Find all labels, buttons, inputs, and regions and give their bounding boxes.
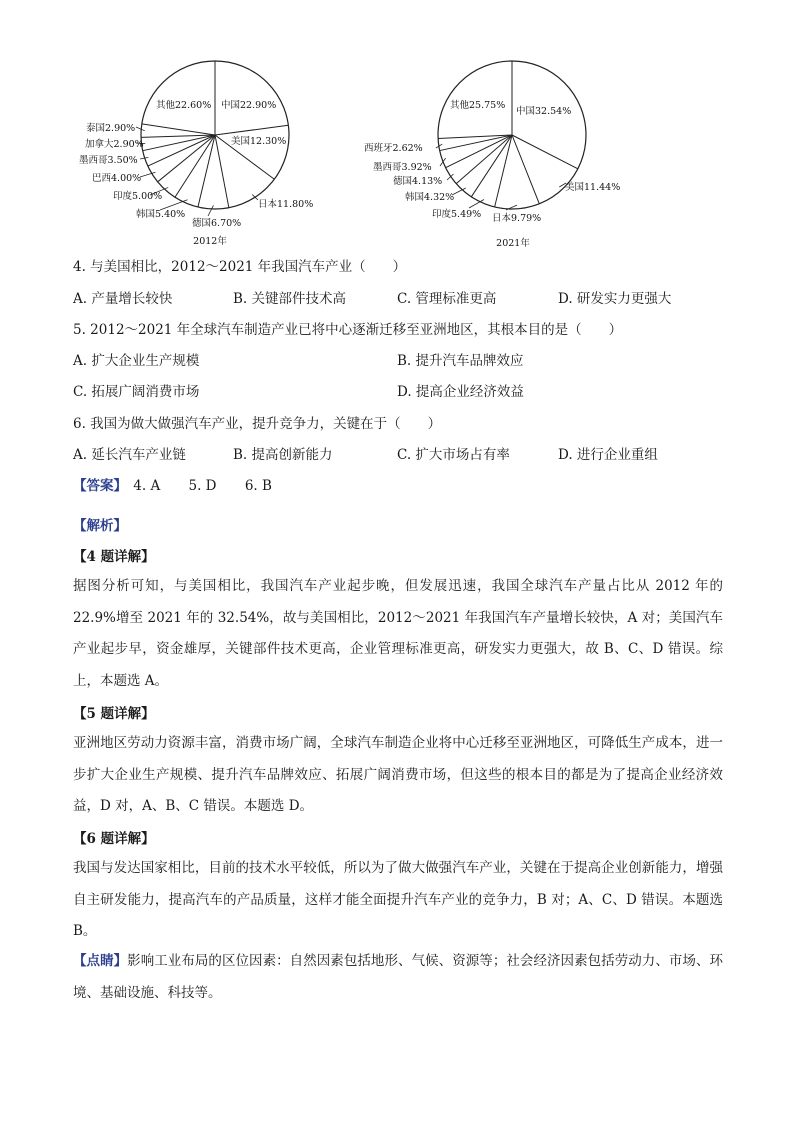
answer-4: 4. A xyxy=(133,478,161,494)
pie-slice-divider xyxy=(440,135,512,151)
q4-option-b: B. 关键部件技术高 xyxy=(233,291,347,307)
pie-slice-label: 印度5.00% xyxy=(113,191,163,202)
q4-option-a: A. 产量增长较快 xyxy=(73,291,173,307)
point-block xyxy=(73,946,723,1009)
pie-slice-label: 墨西哥3.50% xyxy=(79,155,138,166)
pie-slice-divider xyxy=(215,125,288,135)
q5-detail-text: 亚洲地区劳动力资源丰富，消费市场广阔，全球汽车制造企业将中心迁移至亚洲地区，可降低生产成本，进一步扩大企业生产规模、提升汽车品牌效应、拓展广阔消费市场，但这些的根本目的都是为了提高企业经济效益，D 对，A、B、C 错误。本题选 D。 xyxy=(73,735,723,814)
pie-chart-2021 xyxy=(364,61,620,249)
pie-slice-label: 其他25.75% xyxy=(450,100,506,111)
answer-line xyxy=(73,474,274,494)
q6-option-c: C. 扩大市场占有率 xyxy=(397,447,510,463)
q4-stem: 4. 与美国相比，2012～2021 年我国汽车产业（ ） xyxy=(73,259,407,275)
answer-6: 6. B xyxy=(244,478,272,494)
pie-slice-label: 中国22.90% xyxy=(221,100,277,111)
q6-detail-heading: 【6 题详解】 xyxy=(73,831,155,847)
pie-slice-divider xyxy=(456,135,512,184)
q4-detail-text: 据图分析可知，与美国相比，我国汽车产业起步晚，但发展迅速，我国全球汽车产量占比从 2012 年的22.9%增至 2021 年的 32.54%，故与美国相比，2012～2021 年我国汽车产量增长较快，A 对；美国汽车产业起步早，资金雄厚，关键部件技术更高，企业管理标准更高，研发实力更强大，故 B、C、D 错误。综上，本题选 A。 xyxy=(73,578,723,689)
pie-slice-divider xyxy=(215,135,229,208)
pie-chart-2012 xyxy=(79,61,313,247)
pie-slice-divider xyxy=(158,135,215,182)
pie-slice-label: 印度5.49% xyxy=(432,209,482,220)
pie-label-leader xyxy=(208,205,213,216)
pie-slice-label: 泰国2.90% xyxy=(86,123,136,134)
pie-slice-label: 美国12.30% xyxy=(231,136,287,147)
q4-option-d: D. 研发实力更强大 xyxy=(558,291,672,307)
pie-label-leader xyxy=(469,199,484,208)
q5-stem: 5. 2012～2021 年全球汽车制造产业已将中心逐渐迁移至亚洲地区，其根本目的是（ ） xyxy=(73,322,623,338)
q5-option-d: D. 提高企业经济效益 xyxy=(397,384,524,400)
q5-option-a: A. 扩大企业生产规模 xyxy=(73,353,200,369)
pie-slice-divider xyxy=(438,135,512,138)
pie-year-label: 2021年 xyxy=(496,238,530,249)
point-tag: 【点睛】 xyxy=(73,953,128,969)
pie-slice-label: 巴西4.00% xyxy=(92,173,142,184)
pie-year-label: 2012年 xyxy=(193,236,227,247)
pie-slice-divider xyxy=(471,135,512,197)
pie-slice-label: 加拿大2.90% xyxy=(85,139,144,150)
pie-slice-divider xyxy=(198,135,215,207)
pie-slice-label: 日本9.79% xyxy=(492,213,542,224)
q6-option-a: A. 延长汽车产业链 xyxy=(73,447,186,463)
q4-detail-heading: 【4 题详解】 xyxy=(73,549,155,565)
answer-5: 5. D xyxy=(188,478,217,494)
q5-option-c: C. 拓展广阔消费市场 xyxy=(73,384,200,400)
pie-slice-divider xyxy=(446,135,512,168)
pie-slice-label: 日本11.80% xyxy=(258,199,314,210)
q6-detail-text: 我国与发达国家相比，目前的技术水平较低，所以为了做大做强汽车产业，关键在于提高企业创新能力，增强自主研发能力，提高汽车的产品质量，这样才能全面提升汽车产业的竞争力，B 对；A、C、D 错误。本题选 B。 xyxy=(73,860,723,939)
pie-slice-divider xyxy=(142,124,215,135)
q5-detail-heading: 【5 题详解】 xyxy=(73,706,155,722)
q6-option-b: B. 提高创新能力 xyxy=(233,447,333,463)
answer-tag: 【答案】 xyxy=(73,478,127,494)
point-text: 影响工业布局的区位因素：自然因素包括地形、气候、资源等；社会经济因素包括劳动力、市场、环境、基础设施、科技等。 xyxy=(73,953,724,1001)
pie-slice-label: 中国32.54% xyxy=(516,106,572,117)
pie-charts xyxy=(0,0,794,260)
pie-label-leader xyxy=(136,127,145,131)
pie-slice-label: 韩国4.32% xyxy=(405,192,455,203)
pie-slice-label: 德国4.13% xyxy=(393,176,443,187)
q6-option-d: D. 进行企业重组 xyxy=(558,447,658,463)
pie-slice-divider xyxy=(512,135,539,204)
pie-slice-label: 德国6.70% xyxy=(192,218,242,229)
q4-option-c: C. 管理标准更高 xyxy=(397,291,497,307)
pie-slice-label: 墨西哥3.92% xyxy=(373,162,432,173)
pie-slice-divider xyxy=(495,135,512,207)
q5-option-b: B. 提升汽车品牌效应 xyxy=(397,353,524,369)
pie-slice-label: 其他22.60% xyxy=(156,100,212,111)
analysis-heading: 【解析】 xyxy=(73,518,127,534)
pie-slice-label: 韩国5.40% xyxy=(136,209,186,220)
q6-stem: 6. 我国为做大做强汽车产业，提升竞争力，关键在于（ ） xyxy=(73,416,442,432)
pie-slice-label: 美国11.44% xyxy=(565,182,621,193)
pie-slice-divider xyxy=(512,135,578,169)
pie-slice-label: 西班牙2.62% xyxy=(364,143,423,154)
